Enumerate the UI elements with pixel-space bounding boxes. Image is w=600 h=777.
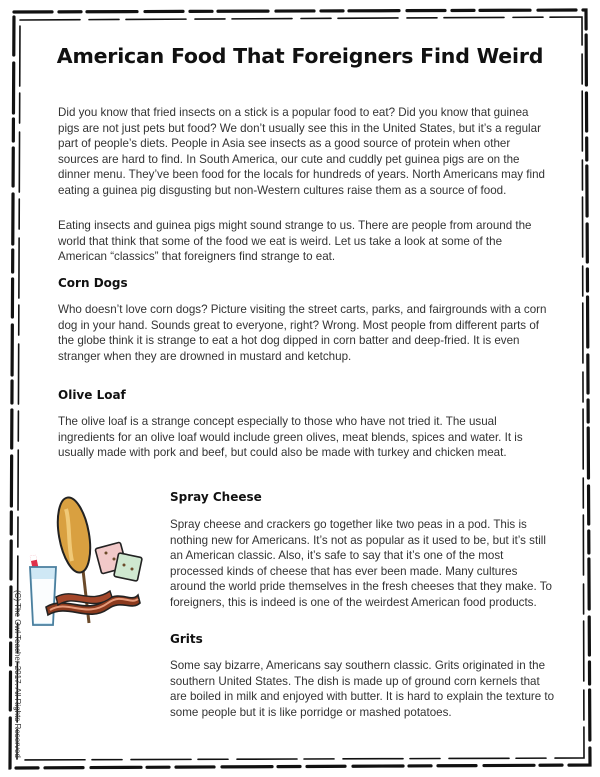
grits-paragraph: Some say bizarre, Americans say southern classic. Grits originated in the southern United States. The dish is made up of ground corn kernels that are boiled in milk and enjoyed with butter. It is hard to explain the texture to some people but it is like porridge or mashed potatoes. — [170, 659, 555, 719]
eating-paragraph: Eating insects and guinea pigs might sound strange to us. There are people from around the world that think that some of the food we eat is weird. Let us take a look at some of the American “classics” that foreigners find strange to eat. — [58, 219, 532, 264]
corn-dogs-paragraph: Who doesn’t love corn dogs? Picture visiting the street carts, parks, and fairgrounds with a corn dog in your hand. Sounds great to everyone, right? Wrong. Most people from different parts of the globe think it is strange to eat a hot dog dipped in corn batter and deep-fried. It is even stranger when they are drowned in mustard and ketchup. — [58, 303, 547, 363]
cracker-icon — [95, 542, 142, 581]
milk-glass-icon — [30, 555, 56, 625]
bacon-icon — [46, 591, 140, 615]
grits-heading: Grits — [170, 632, 203, 646]
spray-cheese-paragraph: Spray cheese and crackers go together like two peas in a pod. This is nothing new for Americans. It’s not as popular as it used to be, but it’s still an American classic. Also, it’s safe to say that it’s one of the most processed kinds of cheese that has ever been made. Many cultures around the world pride themselves in the fresh cheeses that they make. To foreigners, this is indeed is one of the weirdest American food products. — [170, 518, 552, 609]
olive-loaf-heading: Olive Loaf — [58, 388, 126, 402]
intro-paragraph: Did you know that fried insects on a stick is a popular food to eat? Did you know that guinea pigs are not just pets but food? We don’t usually see this in the United States, but it’s a regular part of people’s diets. People in Asia see insects as a good source of protein when other sources are hard to find. In South America, our cute and cuddly pet guinea pigs are on the dinner menu. They’ve been food for the locals for hundreds of years. North Americans may find eating a guinea pig disgusting but non-Western cultures raise them as a source of food. — [58, 106, 545, 197]
american-food-illustration — [26, 495, 146, 630]
copyright-notice: (C) The Owl Teacher 2017. All Rights Reserved — [13, 590, 22, 758]
spray-cheese-heading: Spray Cheese — [170, 490, 262, 504]
page-title: American Food That Foreigners Find Weird — [56, 44, 544, 68]
olive-loaf-paragraph: The olive loaf is a strange concept especially to those who have not tried it. The usual ingredients for an olive loaf would include green olives, meat blends, spices and water. It is usually made with pork and beef, but could also be made with turkey and chicken meat. — [58, 415, 523, 460]
corn-dogs-heading: Corn Dogs — [58, 276, 128, 290]
